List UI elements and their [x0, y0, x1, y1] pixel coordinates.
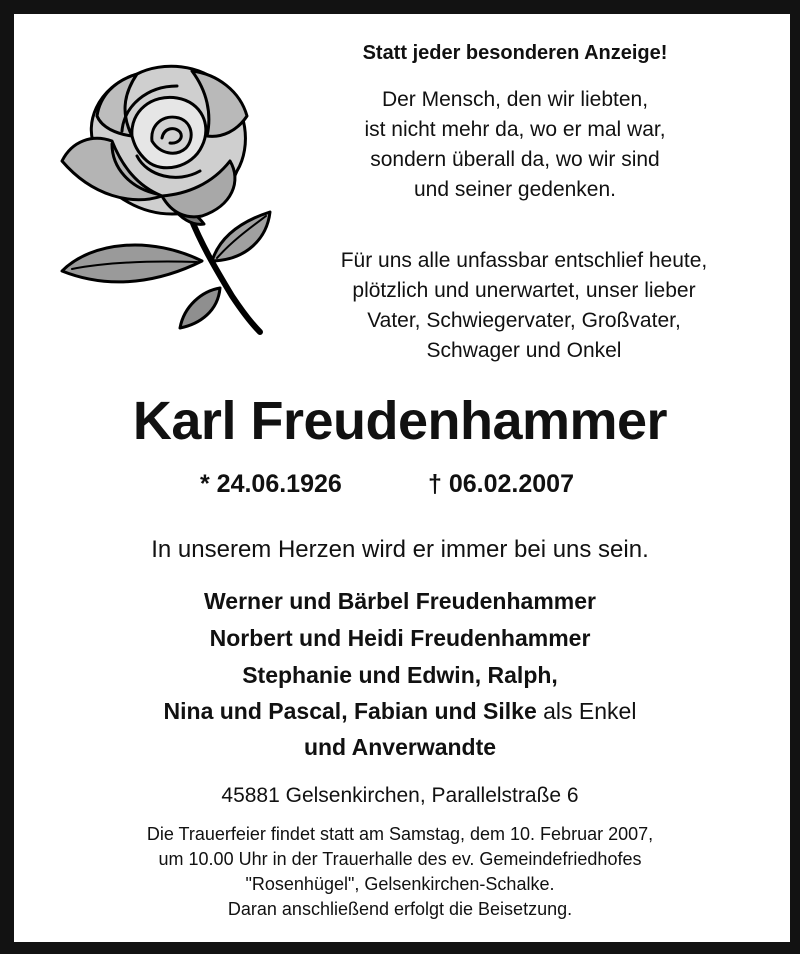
family-line: und Anverwandte [303, 734, 497, 760]
quote-line: Der Mensch, den wir liebten, [381, 88, 649, 111]
memorial-quote [300, 85, 730, 205]
memorial-motto: In unserem Herzen wird er immer bei uns sein. [151, 536, 649, 563]
quote-line: ist nicht mehr da, wo er mal war, [364, 118, 666, 141]
family-line: Norbert und Heidi Freudenhammer [209, 625, 591, 651]
info-line: "Rosenhügel", Gelsenkirchen-Schalke. [245, 874, 555, 894]
intro-line: Vater, Schwiegervater, Großvater, [367, 309, 681, 332]
intro-line: Schwager und Onkel [426, 339, 622, 362]
info-line: Die Trauerfeier findet statt am Samstag, dem 10. Februar 2007, [146, 824, 654, 844]
intro-line: plötzlich und unerwartet, unser lieber [352, 279, 696, 302]
address: 45881 Gelsenkirchen, Parallelstraße 6 [221, 784, 579, 807]
info-line: um 10.00 Uhr in der Trauerhalle des ev. Gemeindefriedhofes [158, 849, 642, 869]
family-line: Werner und Bärbel Freudenhammer [204, 588, 596, 614]
quote-line: sondern überall da, wo wir sind [370, 148, 660, 171]
funeral-info [0, 822, 800, 922]
info-line: Daran anschließend erfolgt die Beisetzung. [227, 899, 573, 919]
intro-text [300, 246, 748, 366]
death-date: † 06.02.2007 [428, 470, 574, 498]
family-line-grandchildren [0, 698, 800, 725]
grandchildren-suffix: als Enkel [543, 698, 637, 724]
quote-line: und seiner gedenken. [414, 178, 616, 201]
deceased-name: Karl Freudenhammer [132, 391, 668, 451]
family-line: Stephanie und Edwin, Ralph, [242, 662, 558, 688]
birth-date: * 24.06.1926 [200, 470, 342, 498]
notice-header: Statt jeder besonderen Anzeige! [362, 42, 668, 64]
rose-icon [52, 56, 282, 346]
intro-line: Für uns alle unfassbar entschlief heute, [340, 249, 708, 272]
family-line: Nina und Pascal, Fabian und Silke [163, 698, 537, 724]
